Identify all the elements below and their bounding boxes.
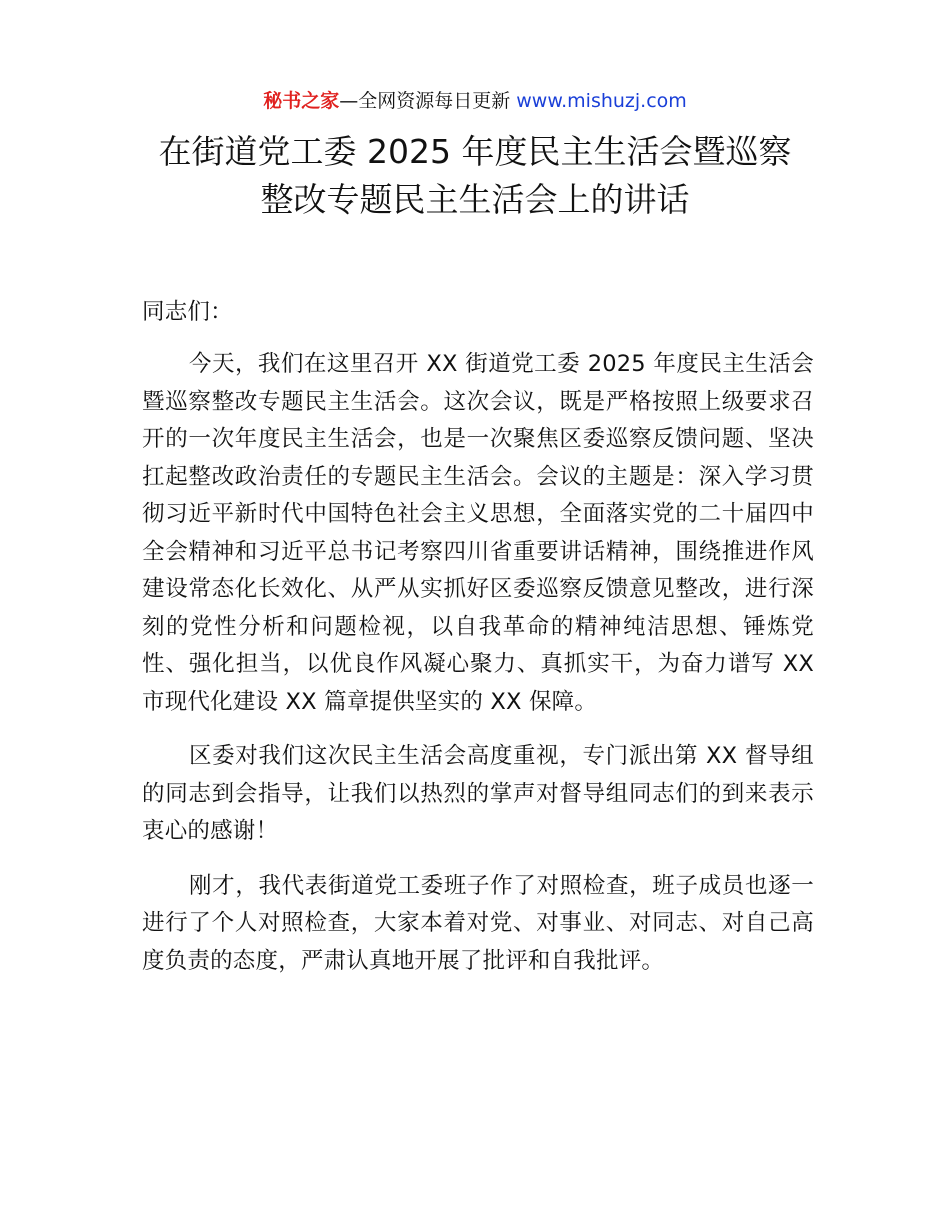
document-body: [142, 294, 814, 980]
paragraph-1: 今天，我们在这里召开 XX 街道党工委 2025 年度民主生活会暨巡察整改专题民主生活会。这次会议，既是严格按照上级要求召开的一次年度民主生活会，也是一次聚焦区委巡察反馈问题、坚决扛起整改政治责任的专题民主生活会。会议的主题是：深入学习贯彻习近平新时代中国特色社会主义思想，全面落实党的二十届四中全会精神和习近平总书记考察四川省重要讲话精神，围绕推进作风建设常态化长效化、从严从实抓好区委巡察反馈意见整改，进行深刻的党性分析和问题检视，以自我革命的精神纯洁思想、锤炼党性、强化担当，以优良作风凝心聚力、真抓实干，为奋力谱写 XX 市现代化建设 XX 篇章提供坚实的 XX 保障。: [142, 351, 814, 715]
title-line-2: 整改专题民主生活会上的讲话: [260, 180, 690, 219]
site-header: [0, 86, 950, 116]
title-line-1: 在街道党工委 2025 年度民主生活会暨巡察: [158, 132, 792, 171]
paragraph-3: 刚才，我代表街道党工委班子作了对照检查，班子成员也逐一进行了个人对照检查，大家本着对党、对事业、对同志、对自己高度负责的态度，严肃认真地开展了批评和自我批评。: [142, 872, 814, 974]
site-url[interactable]: www.mishuzj.com: [516, 90, 687, 112]
paragraph-2: 区委对我们这次民主生活会高度重视，专门派出第 XX 督导组的同志到会指导，让我们以热烈的掌声对督导组同志们的到来表示衷心的感谢！: [142, 743, 814, 844]
brand-name: 秘书之家: [263, 90, 340, 112]
header-tagline: —全网资源每日更新: [339, 90, 517, 112]
salutation: 同志们：: [142, 299, 233, 325]
document-title: [60, 128, 890, 224]
